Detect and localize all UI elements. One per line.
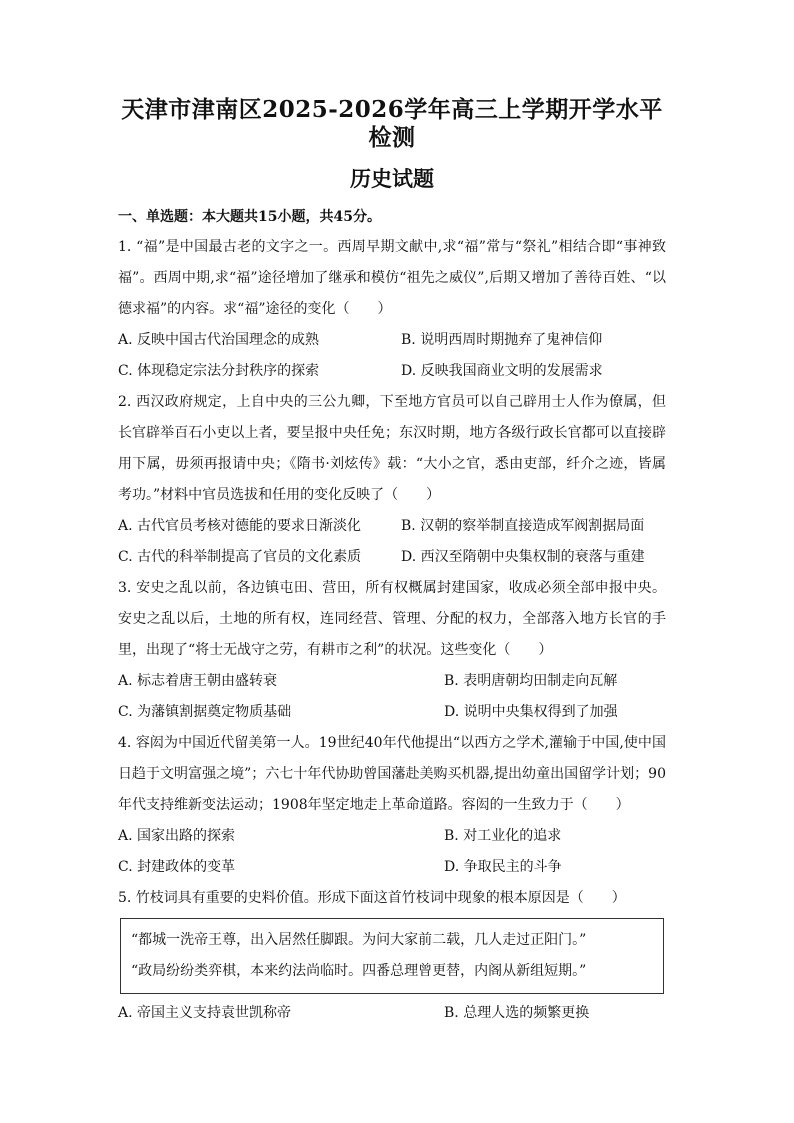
quote-box (120, 918, 664, 994)
question-stem: 2. 西汉政府规定，上自中央的三公九卿，下至地方官员可以自己辟用士人作为僚属，但长官辟举百石小吏以上者，要呈报中央任免；东汉时期，地方各级行政长官都可以直接辟用下属，毋须再报请中央；《隋书·刘炫传》载：“大小之官，悉由吏部，纤介之迹，皆属考功。”材料中官员选拔和任用的变化反映了（ ） (118, 394, 666, 504)
option-b[interactable]: B. 对工业化的追求 (444, 828, 562, 845)
question-stem: 3. 安史之乱以前，各边镇屯田、营田，所有权概属封建国家，收成必须全部申报中央。安史之乱以后，土地的所有权，连同经营、管理、分配的权力，全部落入地方长官的手里，出现了“将士无战守之劳，有耕市之利”的状况。这些变化（ ） (118, 580, 666, 659)
question-stem: 4. 容闳为中国近代留美第一人。19世纪40年代他提出“以西方之学术,灌输于中国,使中国日趋于文明富强之境”；六七十年代协助曾国藩赴美购买机器,提出幼童出国留学计划；90年代支持维新变法运动；1908年坚定地走上革命道路。容闳的一生致力于（ ） (118, 735, 666, 814)
option-b[interactable]: B. 总理人选的频繁更换 (444, 1005, 590, 1022)
quote-line: “政局纷纷类弈棋，本来约法尚临时。四番总理曾更替，内阁从新组短期。” (131, 963, 587, 980)
option-a[interactable]: A. 反映中国古代治国理念的成熟 (118, 332, 320, 349)
question-1 (118, 232, 666, 387)
option-c[interactable]: C. 古代的科举制提高了官员的文化素质 (118, 549, 362, 566)
question-stem: 1. “福”是中国最古老的文字之一。西周早期文献中,求“福”常与“祭礼”相结合即“事神致福”。西周中期,求“福”途径增加了继承和模仿“祖先之威仪”,后期又增加了善待百姓、“以德求福”的内容。求“福”途径的变化（ ） (118, 239, 666, 318)
option-c[interactable]: C. 封建政体的变革 (118, 859, 236, 876)
page-title: 天津市津南区2025-2026学年高三上学期开学水平检测 (121, 96, 663, 151)
option-b[interactable]: B. 汉朝的察举制直接造成军阀割据局面 (401, 518, 645, 535)
option-a[interactable]: A. 帝国主义支持袁世凯称帝 (118, 1005, 292, 1022)
option-d[interactable]: D. 说明中央集权得到了加强 (444, 704, 618, 721)
question-4 (118, 728, 666, 883)
option-a[interactable]: A. 标志着唐王朝由盛转衰 (118, 673, 278, 690)
option-c[interactable]: C. 为藩镇割据奠定物质基础 (118, 704, 292, 721)
section-heading: 一、单选题：本大题共15小题，共45分。 (118, 209, 381, 226)
question-options (118, 325, 666, 387)
question-options (118, 998, 666, 1029)
option-d[interactable]: D. 反映我国商业文明的发展需求 (401, 363, 603, 380)
question-options (118, 821, 666, 883)
option-d[interactable]: D. 争取民主的斗争 (444, 859, 562, 876)
option-a[interactable]: A. 古代官员考核对德能的要求日渐淡化 (118, 518, 362, 535)
page-subtitle: 历史试题 (350, 166, 434, 192)
question-stem: 5. 竹枝词具有重要的史料价值。形成下面这首竹枝词中现象的根本原因是（ ） (118, 890, 626, 907)
option-b[interactable]: B. 说明西周时期抛弃了鬼神信仰 (401, 332, 603, 349)
question-2 (118, 387, 666, 573)
option-c[interactable]: C. 体现稳定宗法分封秩序的探索 (118, 363, 320, 380)
option-d[interactable]: D. 西汉至隋朝中央集权制的衰落与重建 (401, 549, 645, 566)
question-3 (118, 573, 666, 728)
option-b[interactable]: B. 表明唐朝均田制走向瓦解 (444, 673, 618, 690)
question-options (118, 666, 666, 728)
option-a[interactable]: A. 国家出路的探索 (118, 828, 236, 845)
quote-line: “都城一洗帝王尊，出入居然任脚跟。为问大家前二载，几人走过正阳门。” (131, 932, 587, 949)
question-5 (118, 883, 666, 1029)
question-options (118, 511, 666, 573)
